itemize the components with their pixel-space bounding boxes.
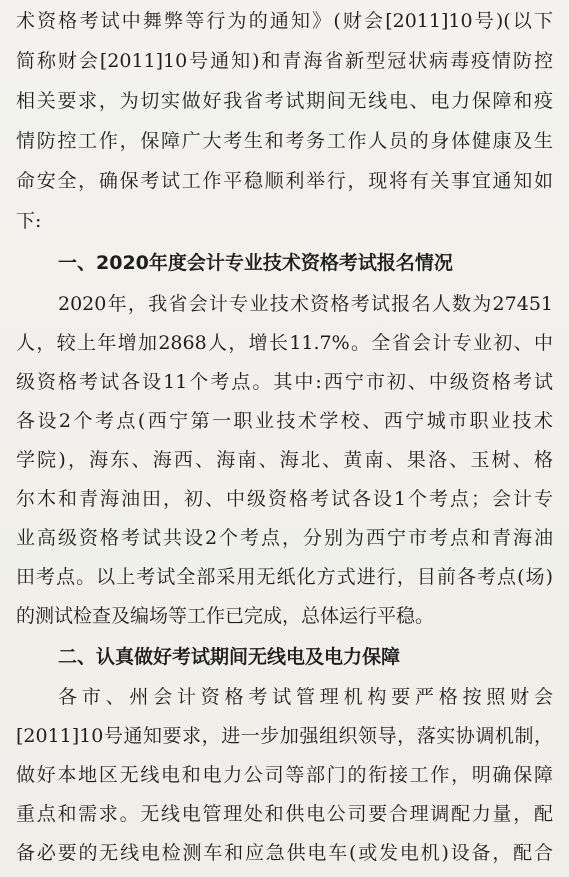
section-1-heading: 一、2020年度会计专业技术资格考试报名情况 [58, 252, 453, 274]
section-2-line-3: 做好本地区无线电和电力公司等部门的衔接工作，明确保障 [16, 764, 553, 786]
section-1-line-8: 田考点。以上考试全部采用无纸化方式进行，目前各考点(场) [16, 566, 553, 588]
section-1-line-5: 学院)，海东、海西、海南、海北、黄南、果洛、玉树、格 [16, 449, 553, 471]
intro-line-5: 命安全，确保考试工作平稳顺利举行，现将有关事宜通知如 [16, 170, 553, 192]
intro-line-6: 下: [16, 210, 42, 232]
section-1-line-2: 人，较上年增加2868人，增长11.7%。全省会计专业初、中 [16, 332, 553, 354]
section-1-line-4: 各设2个考点(西宁第一职业技术学校、西宁城市职业技术 [16, 410, 553, 432]
section-1-line-7: 业高级资格考试共设2个考点，分别为西宁市考点和青海油 [16, 527, 553, 549]
intro-line-3: 相关要求，为切实做好我省考试期间无线电、电力保障和疫 [16, 90, 553, 112]
section-2-line-4: 重点和需求。无线电管理处和供电公司要合理调配力量，配 [16, 803, 553, 825]
section-1-line-9: 的测试检查及编场等工作已完成，总体运行平稳。 [16, 605, 435, 627]
section-1-line-6: 尔木和青海油田，初、中级资格考试各设1个考点；会计专 [16, 488, 553, 510]
section-2-line-5: 备必要的无线电检测车和应急供电车(或发电机)设备，配合 [16, 842, 553, 864]
section-2-line-2: [2011]10号通知要求，进一步加强组织领导，落实协调机制， [16, 725, 553, 747]
section-1-line-3: 级资格考试各设11个考点。其中:西宁市初、中级资格考试 [16, 371, 553, 393]
section-2-heading: 二、认真做好考试期间无线电及电力保障 [58, 646, 401, 668]
section-2-line-1: 各市、州会计资格考试管理机构要严格按照财会 [58, 686, 553, 708]
section-1-line-1: 2020年，我省会计专业技术资格考试报名人数为27451 [58, 293, 553, 315]
intro-line-1: 术资格考试中舞弊等行为的通知》(财会[2011]10号)(以下 [16, 10, 553, 32]
intro-line-4: 情防控工作，保障广大考生和考务工作人员的身体健康及生 [16, 130, 553, 152]
intro-line-2: 简称财会[2011]10号通知)和青海省新型冠状病毒疫情防控 [16, 50, 553, 72]
